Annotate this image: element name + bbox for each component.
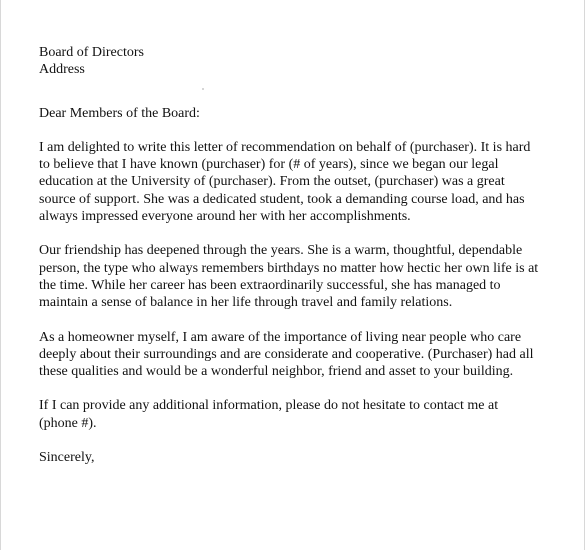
paragraph-line: (phone #). [39, 415, 97, 431]
paragraph-line: As a homeowner myself, I am aware of the importance of living near people who care [39, 329, 522, 345]
closing-text: Sincerely, [39, 450, 95, 466]
paragraph-line: the time. While her career has been extraordinarily successful, she has managed to [39, 277, 501, 293]
salutation-text: Dear Members of the Board: [39, 105, 200, 121]
paragraph-line: these qualities and would be a wonderful neighbor, friend and asset to your building. [39, 364, 514, 380]
paragraph-3 [39, 329, 559, 381]
paragraph-line: Our friendship has deepened through the years. She is a warm, thoughtful, dependable [39, 243, 523, 259]
recipient-block [39, 44, 559, 79]
paragraph-4 [39, 397, 559, 432]
paragraph-line: source of support. She was a dedicated student, took a demanding course load, and has [39, 191, 525, 207]
letter-body [39, 44, 559, 466]
paragraph-1 [39, 139, 559, 225]
paragraph-line: I am delighted to write this letter of recommendation on behalf of (purchaser). It is hard [39, 139, 531, 155]
salutation [39, 105, 559, 122]
recipient-name: Board of Directors [39, 45, 144, 60]
closing [39, 449, 559, 466]
paragraph-line: If I can provide any additional information, please do not hesitate to contact me at [39, 398, 499, 414]
paragraph-2 [39, 242, 559, 311]
paragraph-line: person, the type who always remembers birthdays no matter how hectic her own life is at [39, 260, 539, 276]
paragraph-line: education at the University of (purchaser). From the outset, (purchaser) was a great [39, 174, 505, 190]
paragraph-line: deeply about their surroundings and are considerate and cooperative. (Purchaser) had all [39, 346, 534, 362]
paragraph-line: always impressed everyone around her with her accomplishments. [39, 209, 411, 225]
paragraph-line: maintain a sense of balance in her life through travel and family relations. [39, 295, 453, 311]
paragraph-line: to believe that I have known (purchaser) for (# of years), since we began our legal [39, 157, 499, 173]
recipient-address: Address [39, 62, 85, 78]
